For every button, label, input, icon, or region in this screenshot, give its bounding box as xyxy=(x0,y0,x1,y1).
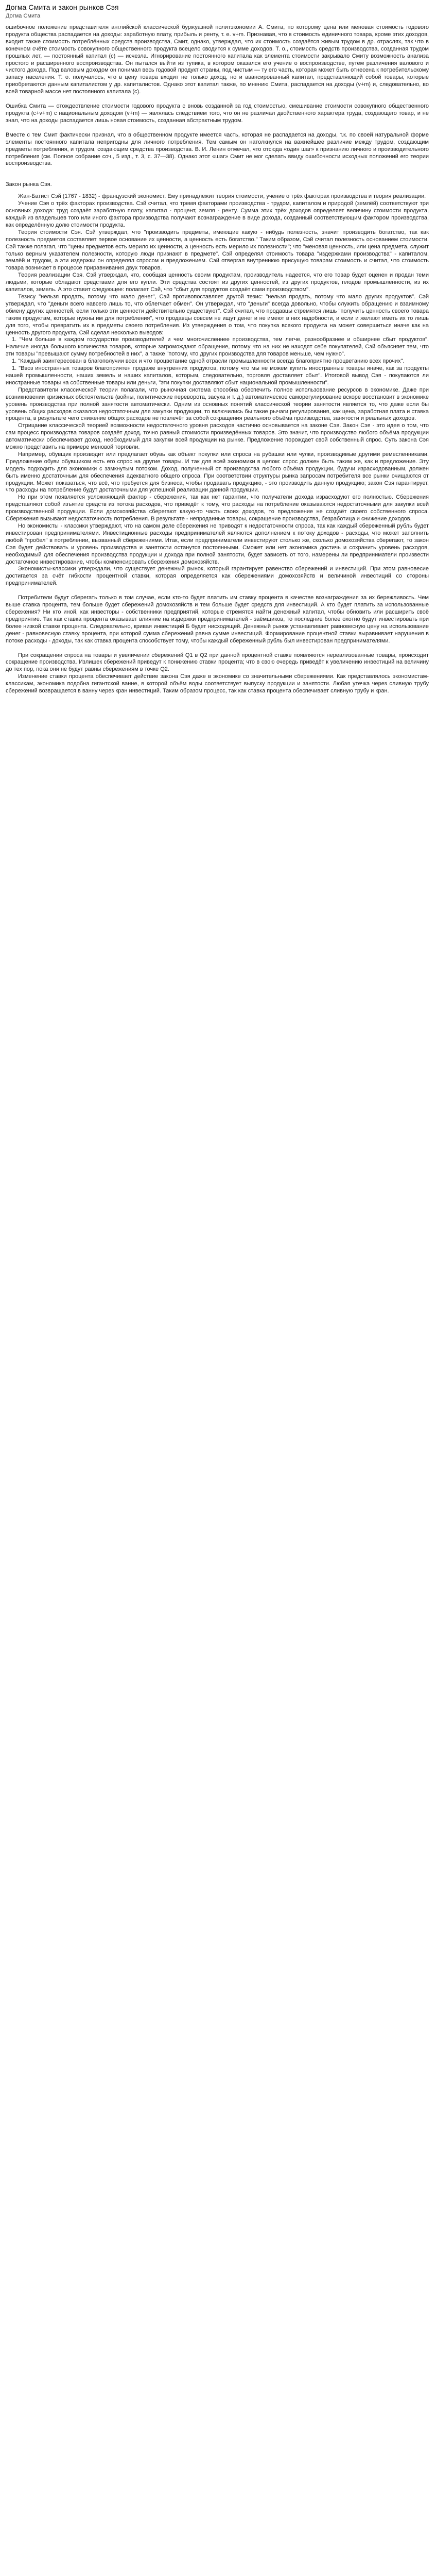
body-paragraph: При сокращении спроса на товары и увеличении сбережений Q1 в Q2 при данной процентной ставке появляются нереализованные товары, происходит сокращение производства. Излишек сбережений приведут к понижению ставки процента; что в свою очередь приведёт к увеличению инвестиций на величину до тех пор, пока они не будут равны сбережениям в точке Q2. xyxy=(6,652,429,673)
body-paragraph: Жан-Батист Сэй (1767 - 1832) - французский экономист. Ему принадлежит теория стоимости, учение о трёх факторах производства и теория реализации. xyxy=(18,193,426,200)
page-title: Догма Смита и закон рынков Сэя xyxy=(6,3,119,11)
body-paragraph: Представители классической теории полагали, что рыночная система способна обеспечить полное использование ресурсов в экономике. Даже при возникновении кризисных обстоятельств (войны, политические переворота, засуха и т. д.) автоматическое саморегулирование вскоре восстановит в экономике уровень производства при полной занятости автоматически. Одним из основных понятий классической теории занятости является то, что даже если бы уровень общих расходов оказался недостаточным для закупки продукции, то включились бы такие рычаги регулирования, как цена, заработная плата и ставка процента, в результате чего снижение общих расходов не повлечёт за собой сокращения реального объёма производства, занятости и реальных доходов. xyxy=(6,386,429,422)
section-title: Закон рынка Сэя. xyxy=(6,181,52,188)
body-paragraph: Экономисты-классики утверждали, что существует денежный рынок, который гарантирует равенство сбережений и инвестиций. При этом равновесие достигается за счёт гибкости процентной ставки, которая определяется как сбережениями домохозяйств и величиной инвестиций со стороны предпринимателей. xyxy=(6,566,429,587)
body-paragraph: Потребители будут сберегать только в том случае, если кто-то будет платить им ставку процента в качестве вознаграждения за их бережливость. Чем выше ставка процента, тем больше будет сбережений домохозяйств и тем больше будет средств для инвестиций. А кто будет платить за использованные сбережения? Ни кто иной, как инвесторы - собственники предприятий, которые стремятся найти денежный капитал, чтобы обновить или расширить своё предприятие. Так как ставка процента оказывает влияние на издержки предпринимателей - заёмщиков, то последние более охотно будут инвестировать при более низкой ставке процента. Следовательно, кривая инвестиций Б будет нисходящей. Денежный рынок устанавливает равновесную цену на использование денег - равновесную ставку процента, при которой сумма сбережений равна сумме инвестиций. Формирование процентной ставки выравнивает нарушения в потоке расходы - доходы, так как ставка процента способствует тому, чтобы каждый сбереженный рубль был инвестирован предпринимателями. xyxy=(6,595,429,644)
intro-paragraph-2: Ошибка Смита — отождествление стоимости годового продукта с вновь созданной за год стоимостью, смешивание стоимости совокупного общественного продукта (с+v+m) с национальным доходом (v+m) — являлась следствием того, что он не различал двойственного характера труда, создающего товар, и не знал, что на доходы распадается лишь новая стоимость, созданная абстрактным трудом. xyxy=(6,103,429,124)
list-item: 1. "Ввоз иностранных товаров благоприятен продаже внутренних продуктов, потому что мы не можем купить иностранные товары иначе, как за продукты нашей промышленности, наших земель и наших капиталов, которым, следовательно, торговля доставляет сбыт". Итоговой вывод Сэя - покупаются ли иностранные товары на собственные товары или деньги, "эти покупки доставляют сбыт национальной промышленности". xyxy=(6,365,429,386)
list-item: 1. "Каждый заинтересован в благополучии всех и что процветание одной отрасли промышленности всегда благоприятно процветанию всех прочих". xyxy=(12,358,405,365)
body-paragraph: Но при этом появляется усложняющий фактор - сбережения, так как нет гарантии, что получатели дохода израсходуют его полностью. Сбережения представляют собой изъятие средств из потока расходов, что приведёт к тому, что расходы на потребление оказываются недостаточными для закупки всей производственной продукции. Если домохозяйства сберегают какую-то часть своих доходов, то предложение не создаёт своего собственного спроса. Сбережения вызывают недостаточность потребления. В результате - непроданные товары, сокращение производства, безработица и снижение доходов. xyxy=(6,494,429,522)
list-item: 1. "Чем больше в каждом государстве производителей и чем многочисленнее производства, тем легче, разнообразнее и обширнее сбыт продуктов". Наличие иногда большого количества товаров, которые загромождают обращение, потому что на них не находят себе покупателей, Сэй объясняет тем, что эти товары "превышают сумму потребностей в них", а также "потому, что других производства для товаров меньше, чем нужно". xyxy=(6,336,429,358)
body-paragraph: Но экономисты - классики утверждают, что на самом деле сбережения не приводят к недостаточности спроса, так как каждый сбереженный рубль будет инвестирован предпринимателями. Инвестиционные расходы предпринимателей являются дополнением к потоку доходов - расходы, что может заполнить любой "пробел" в потреблении, вызванный сбережениями. Итак, если предприниматели инвестируют столько же, сколько домохозяйства сберегают, то закон Сэя будет действовать и уровень производства и занятости останутся постоянными. Сможет или нет экономика достичь и сохранить уровень расходов, необходимый для обеспечения производства продукции и дохода при полной занятости, будет зависеть от того, намерены ли предприниматели произвести достаточное инвестирование, чтобы компенсировать сбережения домохозяйств. xyxy=(6,523,429,565)
article-body xyxy=(6,193,429,695)
body-paragraph: Тезису "нельзя продать, потому что мало денег", Сэй противопоставляет другой тезис: "нельзя продать, потому что мало других продуктов". Сэй утверждал, что "деньги всего навсего лишь то, что облегчает обмен". Он утверждал, что "деньги" всегда довольно, чтобы служить обращению и взаимному обмену других ценностей, если только эти ценности действительно существуют". Сэй считал, что продавцы стремятся лишь "получить ценность своего товара таким продуктам, которые нужны им для потребления", что продавцы совсем не ищут денег и не имеют в них надобности, и если и желают иметь их то лишь для того, чтобы превратить их в предметы своего потребления. Из утверждения о том, что покупка всякого продукта на может совершиться иначе как на ценность другого продукта, Сэй сделал несколько выводов: xyxy=(6,294,429,336)
body-paragraph: Теория реализации Сэя. Сэй утверждал, что, сообщая ценность своим продуктам, производитель надеется, что его товар будет оценен и продан теми людьми, которые обладают средствами для его купли. Эти средства состоят из других ценностей, из других продуктов, плодов промышленности, из их капиталов, земель. А это ставит следующее: полагает Сэй, что "сбыт для продуктов создаёт сами производством". xyxy=(6,272,429,293)
page-subtitle: Догма Смита xyxy=(6,13,41,19)
intro-paragraph-3: Вместе с тем Смит фактически признал, что в общественном продукте имеется часть, которая не распадается на доходы, т.к. по своей натуральной форме элементы постоянного капитала непригодны для личного потребления. Тем самым он натолкнулся на важнейшее различие между трудом, создающим предметы потребления, и трудом, создающим средства производства. В. И. Ленин отмечал, что отсюда «один шаг» к признанию личного и производительного потребления (см. Полное собрание соч., 5 изд., т. 3, с. 37—38). Однако этот «шаг» Смит не мог сделать ввиду ошибочности исходных положений его теории воспроизводства. xyxy=(6,131,429,167)
body-paragraph: Изменение ставки процента обеспечивает действие закона Сэя даже в экономике со значительными сбережениями. Как представлялось экономистам-классикам, экономика подобна гигантской ванне, в которой объём воды соответствует выпуску продукции и занятости. Любая утечка через сливную трубу сбережений возвращается в ванну через кран инвестиций. Таким образом процесс, так как ставка процента обеспечивает сливную трубу и кран. xyxy=(6,673,429,694)
body-paragraph: Теория стоимости Сэя. Сэй утверждал, что "производить предметы, имеющие какую - нибудь полезность, значит производить богатство, так как полезность предметов составляет первое основание их ценности, а ценность есть богатство." Таким образом, Сэй считал полезность основанием стоимости. Сэй также полагал, что "цены предметов есть мерило их ценности, а ценность есть мерило их полезности"; что "меновая ценность, или цена предмета, служит только верным указателем полезности, которую люди признают в предмете". Сэй определял стоимость товара "издержками производства" - капиталом, землёй и трудом, а эти издержки он определял спросом и предложением. Сэй отвергал внутреннюю присущую товарам стоимость и считал, что стоимость товара возникает в процессе приравнивания двух товаров. xyxy=(6,229,429,272)
intro-paragraph-1: ошибочное положение представителя английской классической буржуазной политэкономии А. Смита, по которому цена или меновая стоимость годового продукта общества распадается на доходы: заработную плату, прибыль и ренту, т. е. v+m. Признавая, что в стоимость единичного товара, кроме этих доходов, входит также стоимость потреблённых средств производства, Смит, однако, утверждал, что их стоимость создаётся живым трудом в др. отраслях, так что в конечном счёте стоимость совокупного общественного продукта всецело сводится к сумме доходов. Т. о., стоимость средств производства, созданная трудом прошлых лет, — постоянный капитал (с) — исчезла. Игнорирование постоянного капитала как элемента стоимости закрывало Смиту возможность анализа простого и расширенного воспроизводства. Он пытался выйти из тупика, в котором оказался его учение о воспроизводстве, путем различения валового и чистого дохода. Под валовым доходом он понимал весь годовой продукт страны, под чистым — ту его часть, которая может быть отнесена к потребительскому запасу населения. Т. о. получалось, что в цену товара входит не только доход, но и авансированный капитал, представляющий собой товары, которые приобретаются данным капиталистом у др. капиталистов. Однако этот капитал также, по мнению Смита, распадается на доходы (v+m) и, следовательно, во всей товарной массе нет постоянного капитала (с). xyxy=(6,24,429,95)
body-paragraph: Отрицание классической теорией возможности недостаточного уровня расходов частично основывается на законе Сэя. Закон Сэя - это идея о том, что сам процесс производства товаров создаёт доход, точно равный стоимости произведённых товаров. Это значит, что производство любого объёма продукции автоматически обеспечивает доход, необходимый для закупки всей продукции на рынке. Предложение порождает свой собственный спрос. Суть закона Сэя можно представить на примере меновой торговли. xyxy=(6,422,429,451)
body-paragraph: Например, обувщик производит или предлагает обувь как объект покупки или спроса на рубашки или чулки, производимые другими ремесленниками. Предложение обуви обувщиком есть его спрос на другие товары. И так для всей экономики в целом: спрос должен быть таким же, как и предложение. Эту модель подходить для экономики с замкнутым потоком. Доход, полученный от производства любого объёма продукции, будучи израсходованным, должен быть именно достаточным для обеспечения адекватного общего спроса. При соответствии структуры рынка запросам потребителя все рынки очищаются от продукции. Может показаться, что всё, что требуется для бизнеса, чтобы продавать продукцию, - это производить данную продукцию; закон Сэя гарантирует, что расходы на потребление будут достаточными для успешной реализации данной продукции. xyxy=(6,451,429,494)
body-paragraph: Учение Сэя о трёх факторах производства. Сэй считал, что тремя факторами производства - трудом, капиталом и природой (землёй) соответствуют три основных дохода: труд создаёт заработную плату, капитал - процент, земля - ренту. Сумма этих трёх доходов определяет величину стоимости продукта, каждый из владельцев того или иного фактора производства получают вознаграждение в виде дохода, созданный соответствующим фактором производства, как определённую долю стоимости продукта. xyxy=(6,200,429,228)
